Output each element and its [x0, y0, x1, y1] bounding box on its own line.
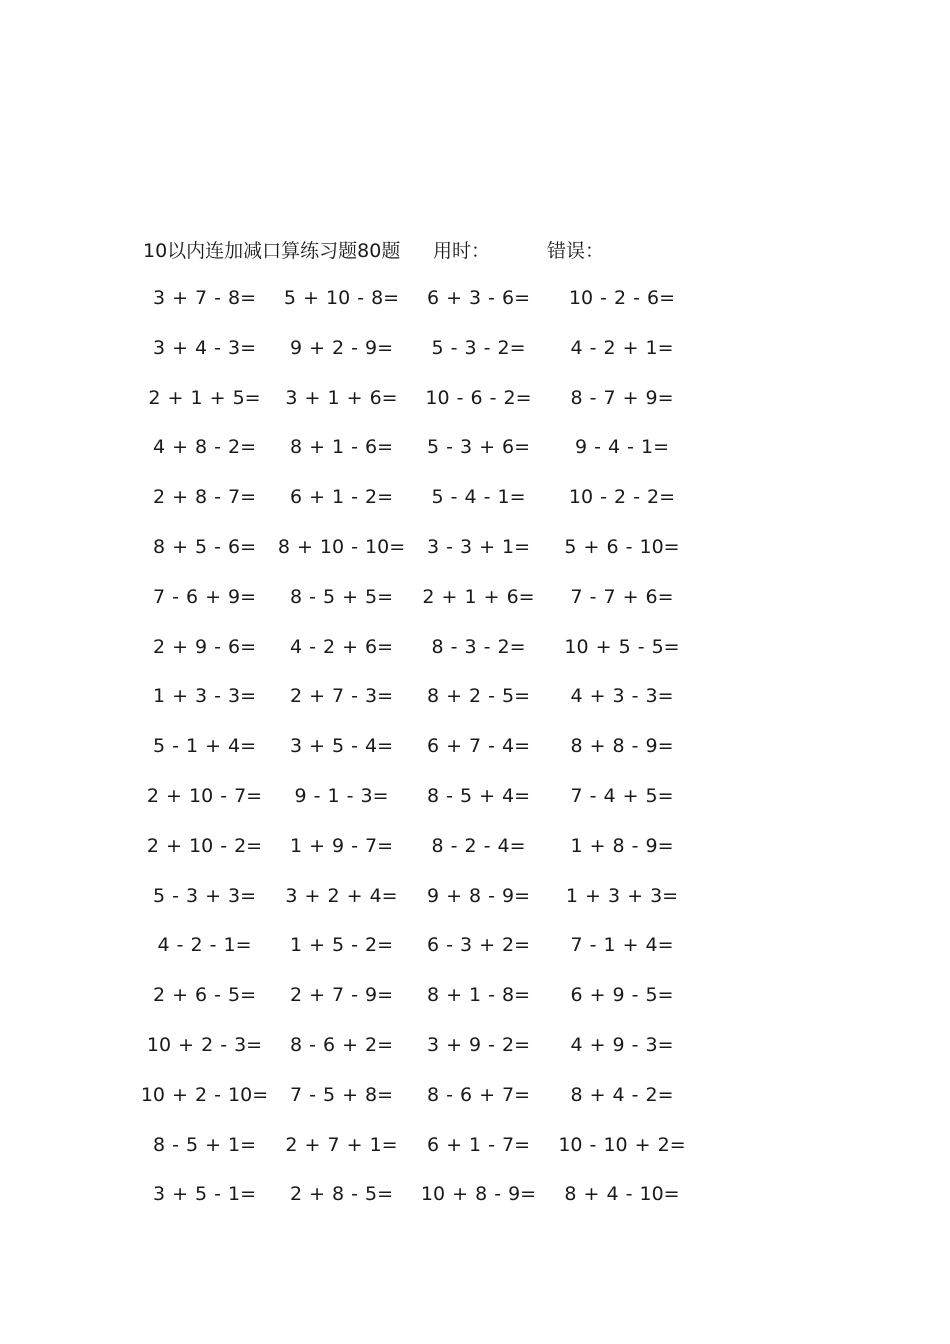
problem-grid	[136, 285, 696, 1231]
problem-cell: 6 + 1 - 7=	[426, 1133, 531, 1156]
problem-cell: 4 - 2 + 6=	[289, 635, 394, 658]
problem-cell: 3 - 3 + 1=	[426, 535, 531, 558]
problem-cell: 4 + 9 - 3=	[570, 1033, 674, 1056]
problem-cell: 10 - 2 - 2=	[568, 486, 676, 509]
problem-cell: 3 + 7 - 8=	[152, 287, 257, 309]
problem-cell: 8 - 6 + 7=	[426, 1083, 531, 1106]
problem-cell: 10 + 8 - 9=	[420, 1183, 537, 1206]
problem-cell: 5 + 6 - 10=	[564, 535, 680, 558]
problem-cell: 10 - 6 - 2=	[425, 386, 532, 409]
problem-cell: 8 + 1 - 8=	[426, 984, 531, 1007]
problem-cell: 8 - 5 + 4=	[426, 784, 531, 807]
worksheet-header	[0, 236, 950, 264]
problem-cell: 3 + 1 + 6=	[285, 386, 398, 409]
problem-cell: 8 + 4 - 2=	[570, 1083, 674, 1106]
problem-cell: 6 + 3 - 6=	[426, 287, 531, 309]
problem-cell: 7 - 5 + 8=	[289, 1083, 394, 1106]
problem-cell: 8 - 5 + 5=	[289, 585, 394, 608]
problem-cell: 2 + 10 - 2=	[146, 834, 263, 857]
problem-cell: 6 - 3 + 2=	[426, 934, 531, 957]
problem-cell: 5 + 10 - 8=	[283, 287, 400, 309]
problem-cell: 2 + 9 - 6=	[152, 635, 257, 658]
problem-cell: 8 - 7 + 9=	[570, 386, 674, 409]
problem-cell: 4 + 3 - 3=	[570, 685, 674, 708]
problem-cell: 2 + 7 - 3=	[289, 685, 394, 708]
problem-cell: 5 - 3 + 6=	[426, 436, 531, 459]
problem-cell: 1 + 3 - 3=	[152, 685, 257, 708]
problem-cell: 9 - 1 - 3=	[294, 784, 389, 807]
problem-cell: 8 + 1 - 6=	[289, 436, 394, 459]
problem-cell: 10 + 2 - 3=	[146, 1033, 263, 1056]
problem-cell: 7 - 4 + 5=	[570, 784, 674, 807]
problem-cell: 2 + 7 + 1=	[285, 1133, 398, 1156]
problem-cell: 8 + 8 - 9=	[570, 735, 674, 758]
error-count-label: 错误：	[547, 240, 605, 262]
problem-cell: 2 + 10 - 7=	[146, 784, 263, 807]
problem-cell: 5 - 3 - 2=	[431, 336, 526, 359]
time-used-label: 用时：	[433, 240, 491, 262]
worksheet-title: 10以内连加减口算练习题80题	[143, 240, 401, 262]
problem-cell: 3 + 4 - 3=	[152, 336, 257, 359]
problem-cell: 8 + 5 - 6=	[152, 535, 257, 558]
problem-cell: 2 + 8 - 7=	[152, 486, 257, 509]
problem-cell: 1 + 3 + 3=	[565, 884, 679, 907]
problem-cell: 7 - 6 + 9=	[152, 585, 257, 608]
problem-cell: 2 + 6 - 5=	[152, 984, 257, 1007]
problem-cell: 6 + 7 - 4=	[426, 735, 531, 758]
problem-cell: 5 - 1 + 4=	[152, 735, 257, 758]
problem-cell: 8 + 2 - 5=	[426, 685, 531, 708]
problem-cell: 2 + 8 - 5=	[289, 1183, 394, 1206]
problem-cell: 10 - 2 - 6=	[568, 287, 676, 309]
problem-cell: 1 + 8 - 9=	[570, 834, 674, 857]
problem-cell: 2 + 7 - 9=	[289, 984, 394, 1007]
problem-cell: 6 + 1 - 2=	[289, 486, 394, 509]
problem-cell: 4 - 2 + 1=	[570, 336, 674, 359]
problem-cell: 1 + 9 - 7=	[289, 834, 394, 857]
problem-cell: 8 + 4 - 10=	[564, 1183, 680, 1206]
problem-cell: 4 - 2 - 1=	[157, 934, 252, 957]
problem-cell: 8 - 3 - 2=	[431, 635, 526, 658]
problem-cell: 9 + 8 - 9=	[426, 884, 531, 907]
problem-cell: 9 - 4 - 1=	[574, 436, 670, 459]
problem-cell: 10 + 2 - 10=	[140, 1083, 269, 1106]
problem-cell: 9 + 2 - 9=	[289, 336, 394, 359]
problem-cell: 1 + 5 - 2=	[289, 934, 394, 957]
problem-cell: 7 - 1 + 4=	[570, 934, 674, 957]
problem-cell: 5 - 3 + 3=	[152, 884, 257, 907]
problem-cell: 8 - 5 + 1=	[152, 1133, 257, 1156]
problem-cell: 4 + 8 - 2=	[152, 436, 257, 459]
problem-cell: 3 + 5 - 4=	[289, 735, 394, 758]
problem-cell: 8 - 2 - 4=	[431, 834, 526, 857]
problem-cell: 3 + 2 + 4=	[285, 884, 398, 907]
problem-cell: 10 - 10 + 2=	[558, 1133, 686, 1156]
problem-cell: 2 + 1 + 6=	[422, 585, 535, 608]
problem-cell: 6 + 9 - 5=	[570, 984, 674, 1007]
problem-cell: 5 - 4 - 1=	[431, 486, 526, 509]
problem-cell: 10 + 5 - 5=	[564, 635, 680, 658]
problem-cell: 7 - 7 + 6=	[570, 585, 674, 608]
problem-cell: 2 + 1 + 5=	[148, 386, 261, 409]
problem-cell: 8 - 6 + 2=	[289, 1033, 394, 1056]
problem-cell: 3 + 9 - 2=	[426, 1033, 531, 1056]
problem-cell: 3 + 5 - 1=	[152, 1183, 257, 1206]
problem-cell: 8 + 10 - 10=	[277, 535, 406, 558]
